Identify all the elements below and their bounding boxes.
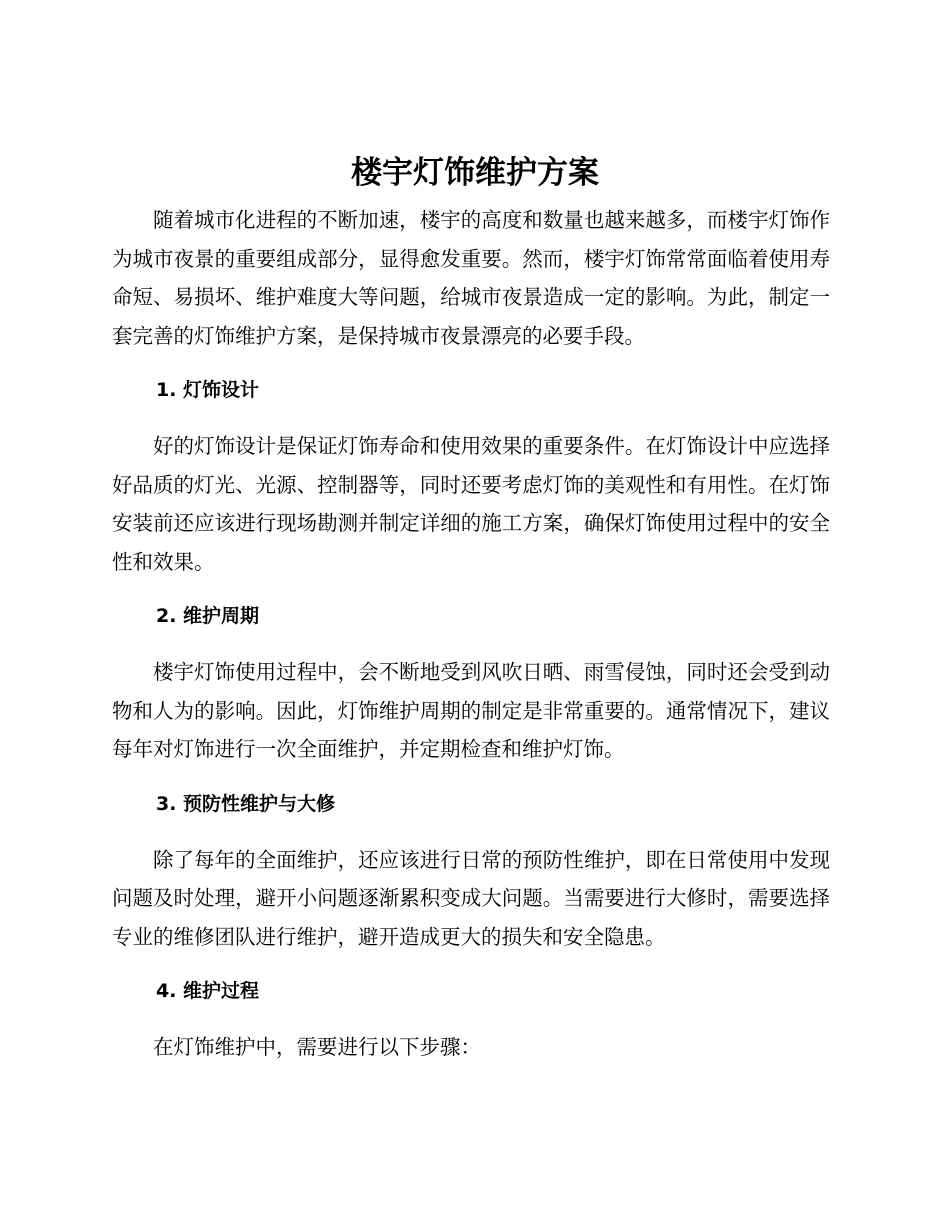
- section-heading-cycle: 2. 维护周期: [156, 605, 260, 627]
- section-heading-process: 4. 维护过程: [156, 980, 260, 1002]
- section-paragraph-cycle: 楼宇灯饰使用过程中，会不断地受到风吹日晒、雨雪侵蚀，同时还会受到动物和人为的影响。因此，灯饰维护周期的制定是非常重要的。通常情况下，建议每年对灯饰进行一次全面维护，并定期检查和维护灯饰。: [112, 660, 830, 761]
- intro-paragraph: 随着城市化进程的不断加速，楼宇的高度和数量也越来越多，而楼宇灯饰作为城市夜景的重要组成部分，显得愈发重要。然而，楼宇灯饰常常面临着使用寿命短、易损坏、维护难度大等问题，给城市夜景造成一定的影响。为此，制定一套完善的灯饰维护方案，是保持城市夜景漂亮的必要手段。: [112, 208, 830, 348]
- section-paragraph-process: 在灯饰维护中，需要进行以下步骤：: [153, 1035, 481, 1059]
- section-paragraph-design: 好的灯饰设计是保证灯饰寿命和使用效果的重要条件。在灯饰设计中应选择好品质的灯光、光源、控制器等，同时还要考虑灯饰的美观性和有用性。在灯饰安装前还应该进行现场勘测并制定详细的施工方案，确保灯饰使用过程中的安全性和效果。: [112, 434, 830, 574]
- section-heading-design: 1. 灯饰设计: [156, 379, 260, 401]
- section-heading-preventive: 3. 预防性维护与大修: [156, 792, 336, 815]
- document-body: [112, 201, 830, 1067]
- document-title: 楼宇灯饰维护方案: [351, 155, 599, 191]
- section-paragraph-preventive: 除了每年的全面维护，还应该进行日常的预防性维护，即在日常使用中发现问题及时处理，避开小问题逐渐累积变成大问题。当需要进行大修时，需要选择专业的维修团队进行维护，避开造成更大的损失和安全隐患。: [112, 847, 830, 949]
